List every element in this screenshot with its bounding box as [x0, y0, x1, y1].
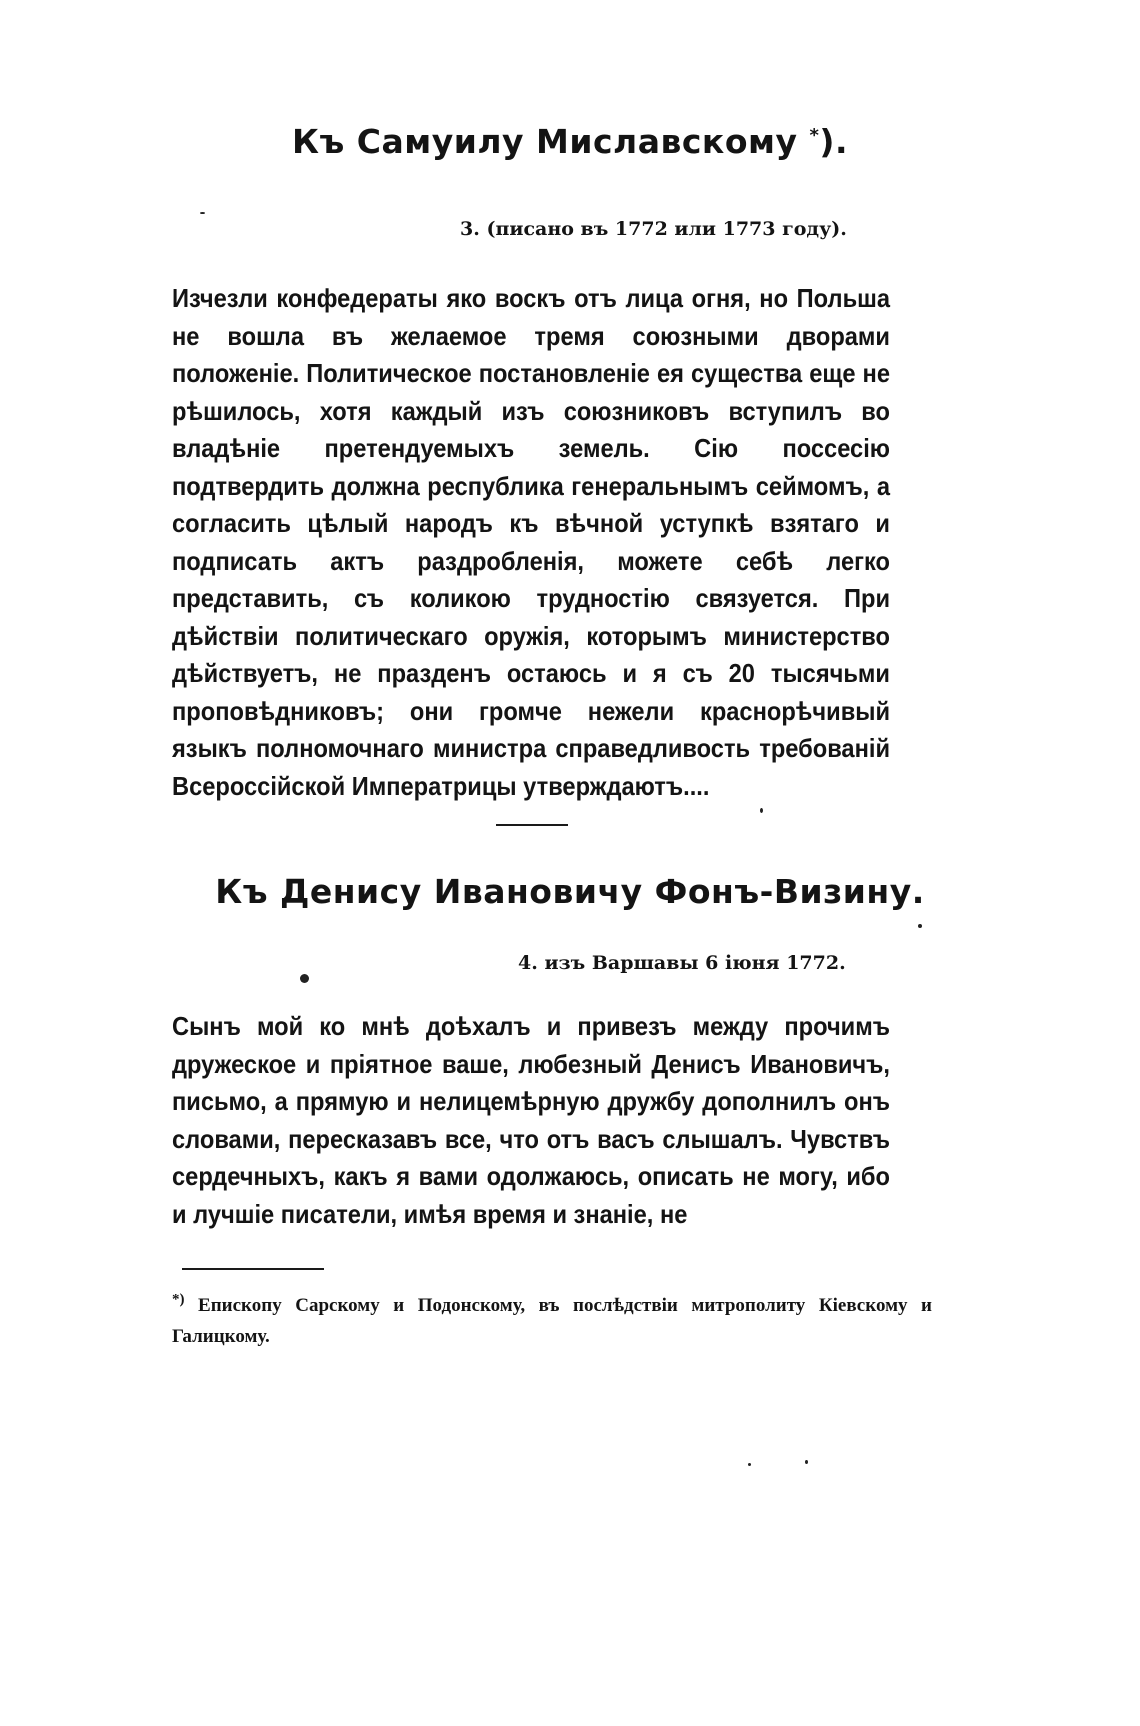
scan-speck — [200, 212, 205, 214]
section1-paragraph: Изчезли конфедераты яко воскъ отъ лица огня, но Польша не вошла въ желаемое тремя союзными дворами положеніе. Политическое постановленіе ея существа еще не рѣшилось, хотя каждый изъ союзниковъ вступилъ во владѣніе претендуемыхъ земель. Сію поссесію подтвердить должна республика генеральнымъ сеймомъ, а согласить цѣлый народъ къ вѣчной уступкѣ взятаго и подписать актъ раздробленія, можете себѣ легко представить, съ коликою трудностію связуется. При дѣйствіи политическаго оружія, которымъ министерство дѣйствуетъ, не празденъ остаюсь и я съ 20 тысячьми проповѣдниковъ; они громче нежели краснорѣчивый языкъ полномочнаго министра справедливость требованій Всероссійской Императрицы утверждаютъ.... — [172, 283, 890, 801]
footnote-text: Епископу Сарскому и Подонскому, въ послѣдствіи митрополиту Кіевскому и Галицкому. — [172, 1295, 933, 1347]
section1-heading — [0, 122, 1140, 161]
section2-paragraph: Сынъ мой ко мнѣ доѣхалъ и привезъ между прочимъ дружеское и пріятное ваше, любезный Денисъ Ивановичъ, письмо, а прямую и нелицемѣрную дружбу дополнилъ онъ словами, пересказавъ все, что отъ васъ слышалъ. Чувствъ сердечныхъ, какъ я вами одолжаюсь, описать не могу, ибо и лучшіе писатели, имѣя время и знаніе, не — [172, 1011, 890, 1229]
footnote-marker: *) — [172, 1291, 185, 1308]
section1-dateline: 3. (писано въ 1772 или 1773 году). — [460, 218, 847, 240]
scan-speck — [918, 924, 922, 928]
footnote-rule — [182, 1268, 324, 1270]
footnote-reference: * — [809, 125, 820, 146]
scan-speck — [805, 1460, 808, 1464]
scan-speck — [300, 974, 309, 983]
scan-speck — [760, 808, 763, 813]
footnote — [172, 1290, 932, 1352]
section1-heading-text: Къ Самуилу Миславскому — [291, 122, 798, 161]
section1-heading-end: ). — [819, 122, 849, 161]
scan-speck — [748, 1463, 751, 1466]
section2-dateline: 4. изъ Варшавы 6 іюня 1772. — [518, 952, 846, 974]
section-divider — [496, 824, 568, 826]
section2-heading: Къ Денису Ивановичу Фонъ-Визину. — [215, 872, 925, 911]
